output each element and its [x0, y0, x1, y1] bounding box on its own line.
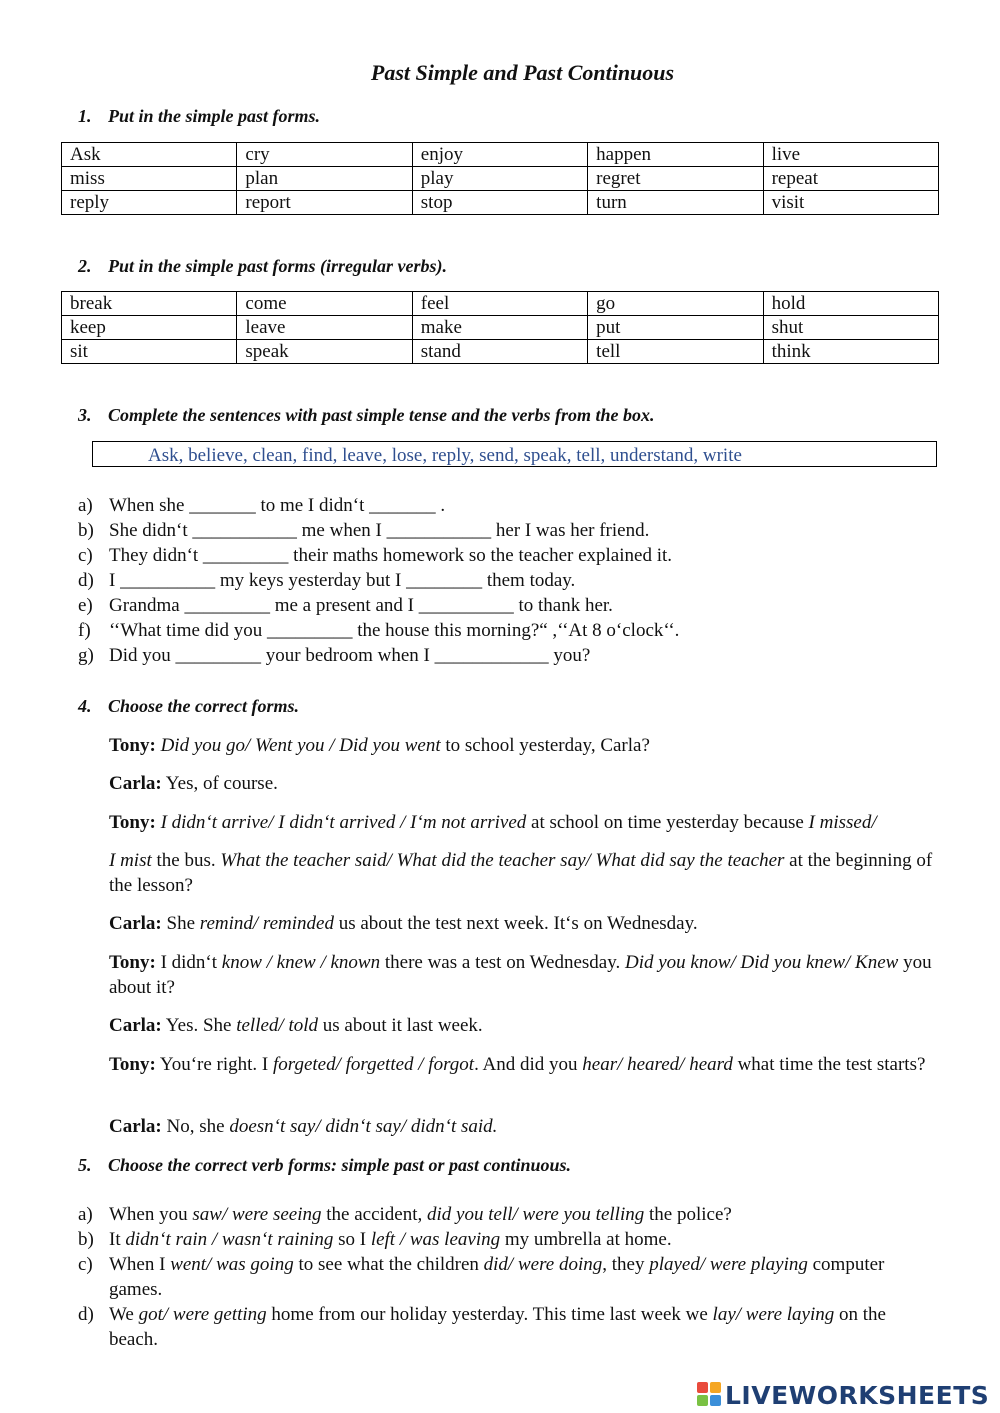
table-cell: speak [237, 340, 412, 364]
irregular-verbs-table [61, 291, 939, 364]
table-cell: break [62, 292, 237, 316]
sentence-text: the police? [644, 1204, 732, 1225]
table-cell: regret [588, 167, 763, 191]
table-row [62, 340, 939, 364]
item-label: a) [78, 1204, 93, 1225]
sentence-text: It [109, 1229, 126, 1250]
table-cell: cry [237, 143, 412, 167]
dialogue-line [109, 733, 939, 758]
section-number: 1. [78, 106, 92, 126]
item-label: g) [78, 645, 94, 666]
table-cell: go [588, 292, 763, 316]
sentence-text: to see what the children [293, 1254, 484, 1275]
choice-options: left / was leaving [370, 1229, 501, 1250]
section-2-heading [78, 256, 447, 277]
dialogue-line [109, 810, 939, 835]
sentence-text: She didn‘t ___________ me when I ___________ her I was her friend. [109, 520, 650, 541]
dialogue-text: . And did you [474, 1054, 583, 1075]
choice-options: doesn‘t say/ didn‘t say/ didn‘t said. [229, 1116, 498, 1137]
item-label: d) [78, 570, 94, 591]
section-number: 4. [78, 696, 92, 716]
table-cell: report [237, 191, 412, 215]
table-cell: play [412, 167, 587, 191]
table-cell: live [763, 143, 938, 167]
list-item [78, 1229, 672, 1251]
speaker-name: Tony: [109, 735, 156, 756]
section-heading-text: Put in the simple past forms (irregular verbs). [108, 256, 448, 276]
sentence-text: When you [109, 1204, 193, 1225]
dialogue-line [109, 771, 939, 796]
sentence-text: computer [807, 1254, 885, 1275]
section-3-heading [78, 405, 655, 426]
dialogue-text: She [161, 913, 200, 934]
sentence-text: I __________ my keys yesterday but I ________ them today. [109, 570, 576, 591]
item-label: b) [78, 520, 94, 541]
liveworksheets-logo [697, 1378, 989, 1412]
table-cell: think [763, 340, 938, 364]
table-row [62, 191, 939, 215]
speaker-name: Tony: [109, 952, 156, 973]
table-cell: hold [763, 292, 938, 316]
page-title: Past Simple and Past Continuous [370, 60, 675, 85]
dialogue-line [109, 911, 939, 936]
dialogue-text: You‘re right. I [155, 1054, 273, 1075]
speaker-name: Carla: [109, 913, 162, 934]
dialogue-line [109, 1052, 939, 1077]
sentence-text: We [109, 1304, 139, 1325]
table-cell: leave [237, 316, 412, 340]
logo-square [697, 1395, 708, 1406]
choice-options: did you tell/ were you telling [427, 1204, 645, 1225]
table-row [62, 316, 939, 340]
item-label: b) [78, 1229, 94, 1250]
sentence-text: , they [602, 1254, 650, 1275]
section-4-heading [78, 696, 299, 717]
dialogue-line [109, 1013, 939, 1038]
dialogue-text: to school yesterday, Carla? [440, 735, 650, 756]
list-item [78, 620, 679, 642]
sentence-text: so I [333, 1229, 371, 1250]
choice-options: forgeted/ forgetted / forgot [273, 1054, 475, 1075]
speaker-name: Tony: [109, 812, 156, 833]
sentence-text: home from our holiday yesterday. This time last week we [266, 1304, 713, 1325]
sentence-text: the accident, [321, 1204, 428, 1225]
dialogue-text: I didn‘t [155, 952, 222, 973]
dialogue-text: at school on time yesterday because [526, 812, 809, 833]
table-cell: come [237, 292, 412, 316]
dialogue-text: No, she [161, 1116, 230, 1137]
dialogue-text: you about it? [109, 952, 932, 998]
sentence-text: They didn‘t _________ their maths homework so the teacher explained it. [109, 545, 672, 566]
section-number: 2. [78, 256, 92, 276]
speaker-name: Carla: [109, 1116, 162, 1137]
list-item [78, 545, 672, 567]
choice-options: remind/ reminded [199, 913, 334, 934]
choice-options: know / knew / known [221, 952, 381, 973]
section-number: 5. [78, 1155, 92, 1175]
table-cell: miss [62, 167, 237, 191]
choice-options: I mist [109, 850, 152, 871]
sentence-text: Did you _________ your bedroom when I ____________ you? [109, 645, 591, 666]
list-item [78, 570, 575, 592]
table-row [62, 167, 939, 191]
choice-options: I didn‘t arrive/ I didn‘t arrived / I‘m not arrived [160, 812, 527, 833]
choice-options: saw/ were seeing [192, 1204, 322, 1225]
sentence-text: Grandma _________ me a present and I __________ to thank her. [109, 595, 613, 616]
sentence-text: ‘‘What time did you _________ the house this morning?“ ,‘‘At 8 o‘clock‘‘. [109, 620, 680, 641]
logo-grid-icon [697, 1382, 723, 1408]
dialogue-text: there was a test on Wednesday. [380, 952, 625, 973]
item-label: a) [78, 495, 93, 516]
table-cell: put [588, 316, 763, 340]
choice-options: Did you go/ Went you / Did you went [160, 735, 441, 756]
list-item [78, 1304, 886, 1326]
sentence-text: When she _______ to me I didn‘t _______ . [109, 495, 446, 516]
section-heading-text: Put in the simple past forms. [108, 106, 321, 126]
logo-square [697, 1382, 708, 1393]
dialogue-line [109, 848, 939, 898]
table-cell: sit [62, 340, 237, 364]
table-row [62, 292, 939, 316]
choice-options: Did you know/ Did you knew/ Knew [624, 952, 899, 973]
section-heading-text: Choose the correct verb forms: simple past or past continuous. [108, 1155, 572, 1175]
list-item [78, 1254, 884, 1276]
dialogue-text: the bus. [151, 850, 221, 871]
verb-word-box: Ask, believe, clean, find, leave, lose, reply, send, speak, tell, understand, write [92, 441, 937, 467]
choice-options: lay/ were laying [712, 1304, 835, 1325]
choice-options: played/ were playing [649, 1254, 808, 1275]
table-cell: happen [588, 143, 763, 167]
item-label: d) [78, 1304, 94, 1325]
dialogue-line [109, 950, 939, 1000]
dialogue-text: what time the test starts? [732, 1054, 926, 1075]
list-item [78, 495, 445, 517]
speaker-name: Tony: [109, 1054, 156, 1075]
item-label: c) [78, 545, 93, 566]
table-cell: Ask [62, 143, 237, 167]
table-cell: reply [62, 191, 237, 215]
dialogue-text: us about the test next week. It‘s on Wednesday. [333, 913, 698, 934]
section-1-heading [78, 106, 320, 127]
speaker-name: Carla: [109, 773, 162, 794]
table-cell: shut [763, 316, 938, 340]
list-item [78, 1204, 732, 1226]
list-item [78, 520, 649, 542]
table-cell: stop [412, 191, 587, 215]
section-heading-text: Choose the correct forms. [108, 696, 299, 716]
item-label: e) [78, 595, 93, 616]
choice-options: hear/ heared/ heard [582, 1054, 733, 1075]
table-cell: turn [588, 191, 763, 215]
dialogue-text: at the beginning of the lesson? [109, 850, 933, 896]
table-cell: repeat [763, 167, 938, 191]
choice-options: got/ were getting [138, 1304, 267, 1325]
choice-options: What the teacher said/ What did the teacher say/ What did say the teacher [220, 850, 785, 871]
table-cell: enjoy [412, 143, 587, 167]
table-cell: make [412, 316, 587, 340]
table-cell: feel [412, 292, 587, 316]
dialogue-line [109, 1114, 939, 1139]
dialogue-text: Yes. She [161, 1015, 237, 1036]
dialogue-text: Yes, of course. [161, 773, 278, 794]
table-row [62, 143, 939, 167]
section-5-heading [78, 1155, 571, 1176]
dialogue-text: us about it last week. [318, 1015, 483, 1036]
item-label: f) [78, 620, 91, 641]
choice-options: telled/ told [236, 1015, 319, 1036]
sentence-text: When I [109, 1254, 171, 1275]
table-cell: keep [62, 316, 237, 340]
list-item-continuation: beach. [109, 1329, 159, 1350]
table-cell: tell [588, 340, 763, 364]
choice-options: went/ was going [170, 1254, 294, 1275]
choice-options: didn‘t rain / wasn‘t raining [125, 1229, 334, 1250]
list-item [78, 645, 590, 667]
speaker-name: Carla: [109, 1015, 162, 1036]
section-number: 3. [78, 405, 92, 425]
list-item [78, 595, 613, 617]
logo-text: LIVEWORKSHEETS [725, 1380, 990, 1410]
logo-square [710, 1395, 721, 1406]
table-cell: stand [412, 340, 587, 364]
list-item-continuation: games. [109, 1279, 163, 1300]
table-cell: plan [237, 167, 412, 191]
item-label: c) [78, 1254, 93, 1275]
choice-options: I missed/ [808, 812, 877, 833]
section-heading-text: Complete the sentences with past simple tense and the verbs from the box. [108, 405, 655, 425]
sentence-text: on the [834, 1304, 886, 1325]
choice-options: did/ were doing [483, 1254, 603, 1275]
table-cell: visit [763, 191, 938, 215]
regular-verbs-table [61, 142, 939, 215]
sentence-text: my umbrella at home. [500, 1229, 672, 1250]
logo-square [710, 1382, 721, 1393]
